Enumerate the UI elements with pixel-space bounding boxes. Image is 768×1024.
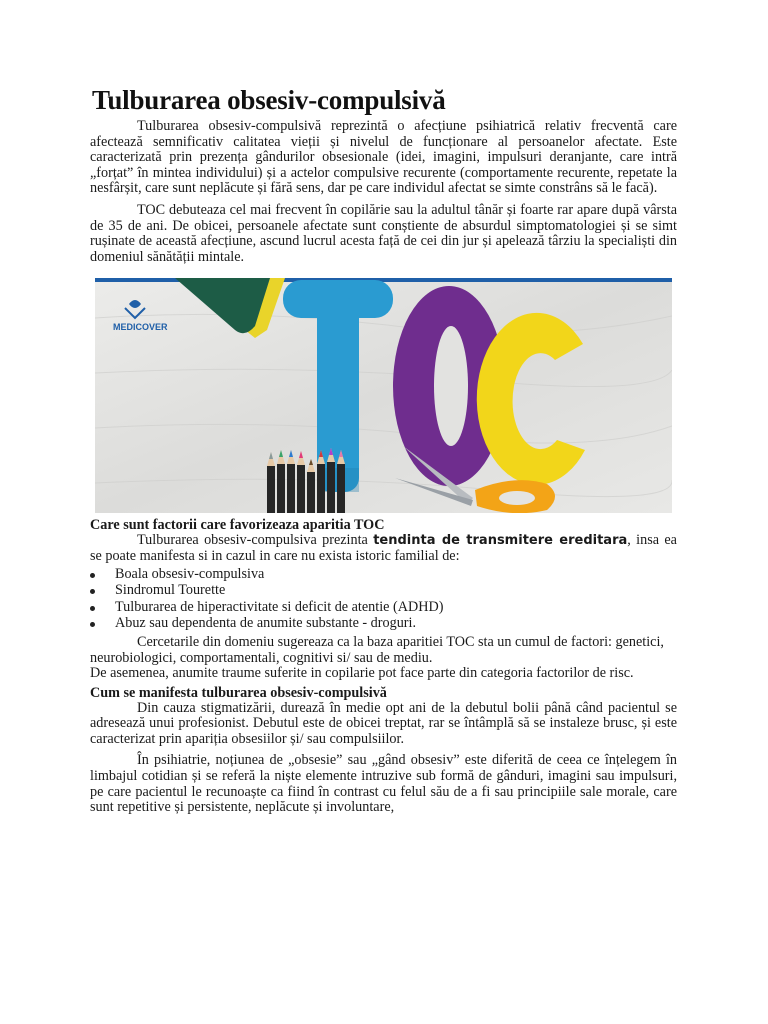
toc-illustration: [95, 278, 672, 513]
section-heading-manifestation: Cum se manifesta tulburarea obsesiv-compulsivă: [90, 684, 387, 701]
trauma-paragraph: De asemenea, anumite traume suferite in copilarie pot face parte din categoria factorilor de risc.: [90, 665, 634, 682]
manifestation-paragraph-1: Din cauza stigmatizării, durează în medie opt ani de la debutul bolii până când pacientul se adresează unui profesionist. Debutul este de obicei treptat, rar se întâmplă să se instaleze brusc, și este caracterizat prin apariția obsesiilor și/ sau compulsiilor.: [90, 699, 677, 747]
manifestation-paragraph-2: În psihiatrie, noțiunea de „obsesie” sau „gând obsesiv” este diferită de ceea ce înțelegem în limbajul cotidian și se referă la niște elemente intruzive sub formă de gânduri, imagini sau impulsuri, pe care pacientul le recunoaște ca fiind în contrast cu felul său de a fi sau principiile sale morale, care sunt repetitive și persistente, neplăcute și involuntare,: [90, 752, 677, 816]
intro-paragraph-1: Tulburarea obsesiv-compulsivă reprezintă o afecțiune psihiatrică relativ frecventă care afectează semnificativ calitatea vieții și nivelul de funcționare al persoanelor afectate. Este caracterizată prin prezența gândurilor obsesionale (idei, imagini, impulsuri deranjante, care intră „forțat” în mintea individului) și a actelor compulsive recurente (comportamente recurente, repetate la nesfârșit, care sunt neplăcute și fără sens, dar pe care individul afectat se simte constrâns să le facă).: [90, 118, 677, 197]
document-page: [90, 84, 677, 816]
list-item: Abuz sau dependenta de anumite substante - droguri.: [90, 615, 677, 632]
research-paragraph: Cercetarile din domeniu sugereaza ca la baza aparitiei TOC sta un cumul de factori: genetici, neurobiologici, comportamentali, cognitivi si/ sau de mediu.: [90, 633, 664, 666]
list-item: Tulburarea de hiperactivitate si deficit de atentie (ADHD): [90, 599, 677, 616]
hereditary-emphasis: tendinta de transmitere ereditara: [373, 533, 628, 549]
page-title: Tulburarea obsesiv-compulsivă: [92, 85, 446, 115]
list-item: Boala obsesiv-compulsiva: [90, 566, 677, 583]
medicover-logo-text: MEDICOVER: [113, 322, 168, 333]
section-heading-factors: Care sunt factorii care favorizeaza aparitia TOC: [90, 517, 385, 534]
factors-lead-paragraph: Tulburarea obsesiv-compulsiva prezinta tendinta de transmitere ereditara, insa ea se poate manifesta si in cazul in care nu exista istoric familial de:: [90, 532, 677, 564]
risk-factor-list: [90, 566, 677, 632]
intro-paragraph-2: TOC debuteaza cel mai frecvent în copilărie sau la adultul tânăr și foarte rar apare după vârsta de 35 de ani. De obicei, persoanele afectate sunt conștiente de absurdul simptomatologiei și se simt rușinate de această afecțiune, ascund lucrul acesta față de cei din jur și apelează târziu la specialiști din domeniul sănătății mintale.: [90, 201, 677, 265]
list-item: Sindromul Tourette: [90, 582, 677, 599]
